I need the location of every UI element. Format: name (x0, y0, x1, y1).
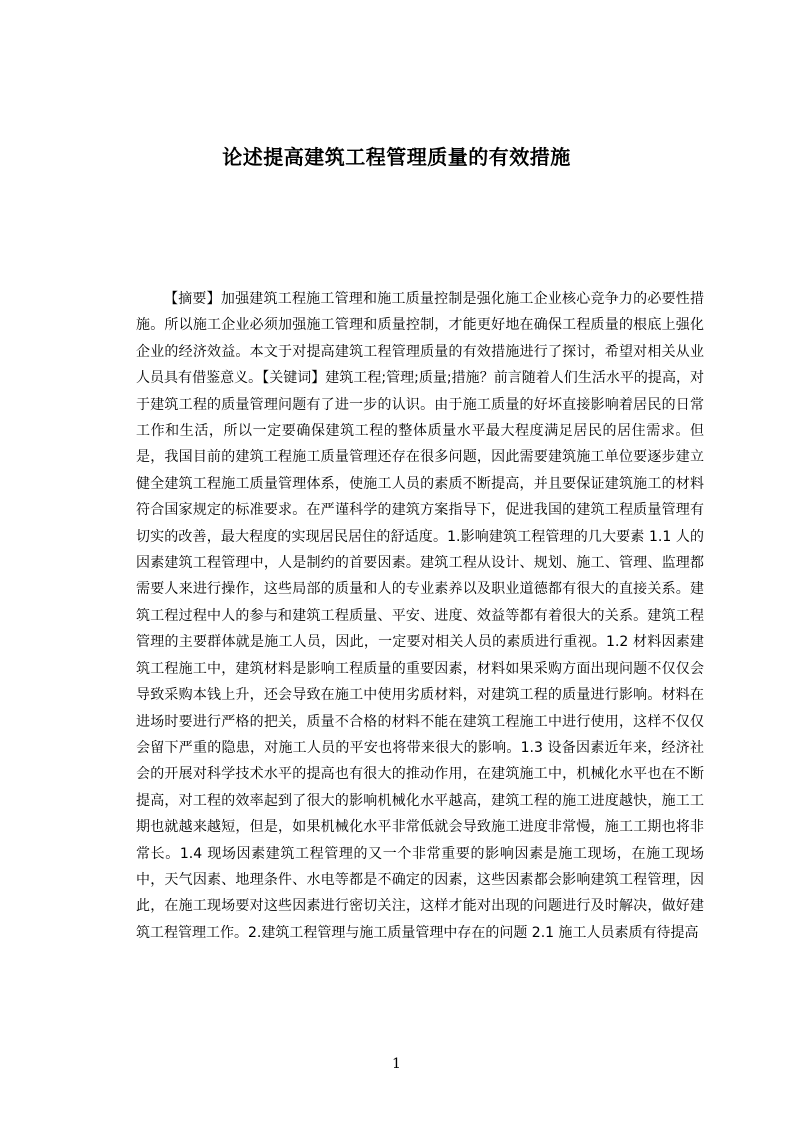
page-number: 1 (392, 1056, 401, 1072)
body-paragraph: 【摘要】加强建筑工程施工管理和施工质量控制是强化施工企业核心竞争力的必要性措施。所以施工企业必须加强施工管理和质量控制，才能更好地在确保工程质量的根底上强化企业的经济效益。本文于对提高建筑工程管理质量的有效措施进行了探讨，希望对相关从业人员具有借鉴意义。【关键词】建筑工程;管理;质量;措施？前言随着人们生活水平的提高，对于建筑工程的质量管理问题有了进一步的认识。由于施工质量的好坏直接影响着居民的日常工作和生活，所以一定要确保建筑工程的整体质量水平最大程度满足居民的居住需求。但是，我国目前的建筑工程施工质量管理还存在很多问题，因此需要建筑施工单位要逐步建立健全建筑工程施工质量管理体系，使施工人员的素质不断提高，并且要保证建筑施工的材料符合国家规定的标准要求。在严谨科学的建筑方案指导下，促进我国的建筑工程质量管理有切实的改善，最大程度的实现居民居住的舒适度。1.影响建筑工程管理的几大要素 1.1 人的因素建筑工程管理中，人是制约的首要因素。建筑工程从设计、规划、施工、管理、监理都需要人来进行操作，这些局部的质量和人的专业素养以及职业道德都有很大的直接关系。建筑工程过程中人的参与和建筑工程质量、平安、进度、效益等都有着很大的关系。建筑工程管理的主要群体就是施工人员，因此，一定要对相关人员的素质进行重视。1.2 材料因素建筑工程施工中，建筑材料是影响工程质量的重要因素，材料如果采购方面出现问题不仅仅会导致采购本钱上升，还会导致在施工中使用劣质材料，对建筑工程的质量进行影响。材料在进场时要进行严格的把关，质量不合格的材料不能在建筑工程施工中进行使用，这样不仅仅会留下严重的隐患，对施工人员的平安也将带来很大的影响。1.3 设备因素近年来，经济社会的开展对科学技术水平的提高也有很大的推动作用，在建筑施工中，机械化水平也在不断提高，对工程的效率起到了很大的影响机械化水平越高，建筑工程的施工进度越快，施工工期也就越来越短，但是，如果机械化水平非常低就会导致施工进度非常慢，施工工期也将非常长。1.4 现场因素建筑工程管理的又一个非常重要的影响因素是施工现场，在施工现场中，天气因素、地理条件、水电等都是不确定的因素，这些因素都会影响建筑工程管理，因此，在施工现场要对这些因素进行密切关注，这样才能对出现的问题进行及时解决，做好建筑工程管理工作。2.建筑工程管理与施工质量管理中存在的问题 2.1 施工人员素质有待提高 (136, 291, 704, 941)
document-title: 论述提高建筑工程管理质量的有效措施 (222, 145, 571, 169)
